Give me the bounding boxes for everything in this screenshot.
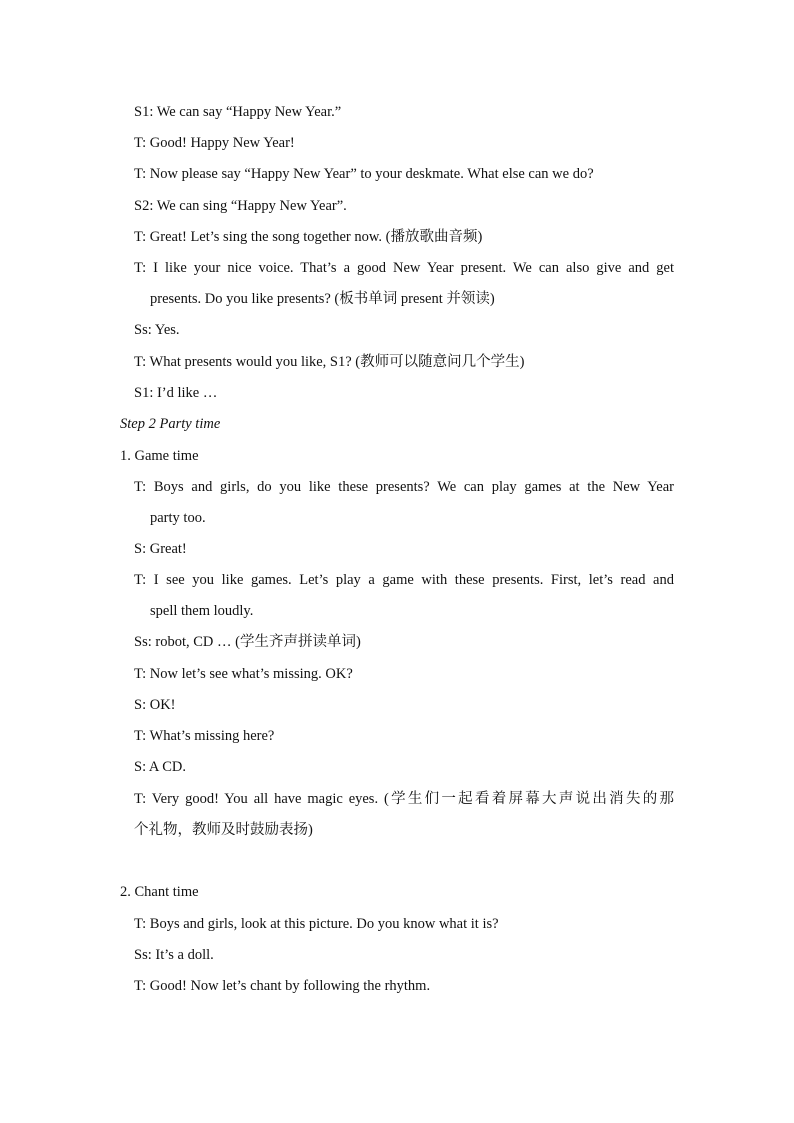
dialogue-line: T: Very good! You all have magic eyes. (学生们一起看着屏幕大声说出消失的那 <box>134 791 674 807</box>
dialogue-line: S2: We can sing “Happy New Year”. <box>134 198 347 214</box>
dialogue-line-continued: presents. Do you like presents? (板书单词 present 并领读) <box>150 291 495 307</box>
dialogue-line: T: Great! Let’s sing the song together now. (播放歌曲音频) <box>134 229 483 245</box>
step-heading: Step 2 Party time <box>120 416 221 432</box>
dialogue-line: T: Boys and girls, look at this picture. Do you know what it is? <box>134 916 499 932</box>
dialogue-line: S: OK! <box>134 697 176 713</box>
dialogue-line-continued: spell them loudly. <box>150 603 254 619</box>
dialogue-line: T: Now please say “Happy New Year” to your deskmate. What else can we do? <box>134 166 594 182</box>
dialogue-line: S1: We can say “Happy New Year.” <box>134 104 342 120</box>
dialogue-line: Ss: It’s a doll. <box>134 947 214 963</box>
dialogue-line: T: What presents would you like, S1? (教师可以随意问几个学生) <box>134 354 525 370</box>
dialogue-line: T: Good! Happy New Year! <box>134 135 295 151</box>
dialogue-line: T: Now let’s see what’s missing. OK? <box>134 666 353 682</box>
section-heading: 2. Chant time <box>120 884 199 900</box>
section-heading: 1. Game time <box>120 448 199 464</box>
dialogue-line-continued: 个礼物，教师及时鼓励表扬) <box>134 822 313 838</box>
dialogue-line: S: A CD. <box>134 759 186 775</box>
dialogue-line: S: Great! <box>134 541 187 557</box>
dialogue-line: Ss: robot, CD … (学生齐声拼读单词) <box>134 634 361 650</box>
dialogue-line: Ss: Yes. <box>134 322 180 338</box>
dialogue-line: S1: I’d like … <box>134 385 218 401</box>
dialogue-line-continued: party too. <box>150 510 206 526</box>
dialogue-line: T: I like your nice voice. That’s a good New Year present. We can also give and get <box>134 260 674 276</box>
dialogue-line: T: Boys and girls, do you like these presents? We can play games at the New Year <box>134 479 674 495</box>
dialogue-line: T: I see you like games. Let’s play a game with these presents. First, let’s read and <box>134 572 674 588</box>
dialogue-line: T: Good! Now let’s chant by following the rhythm. <box>134 978 431 994</box>
dialogue-line: T: What’s missing here? <box>134 728 275 744</box>
